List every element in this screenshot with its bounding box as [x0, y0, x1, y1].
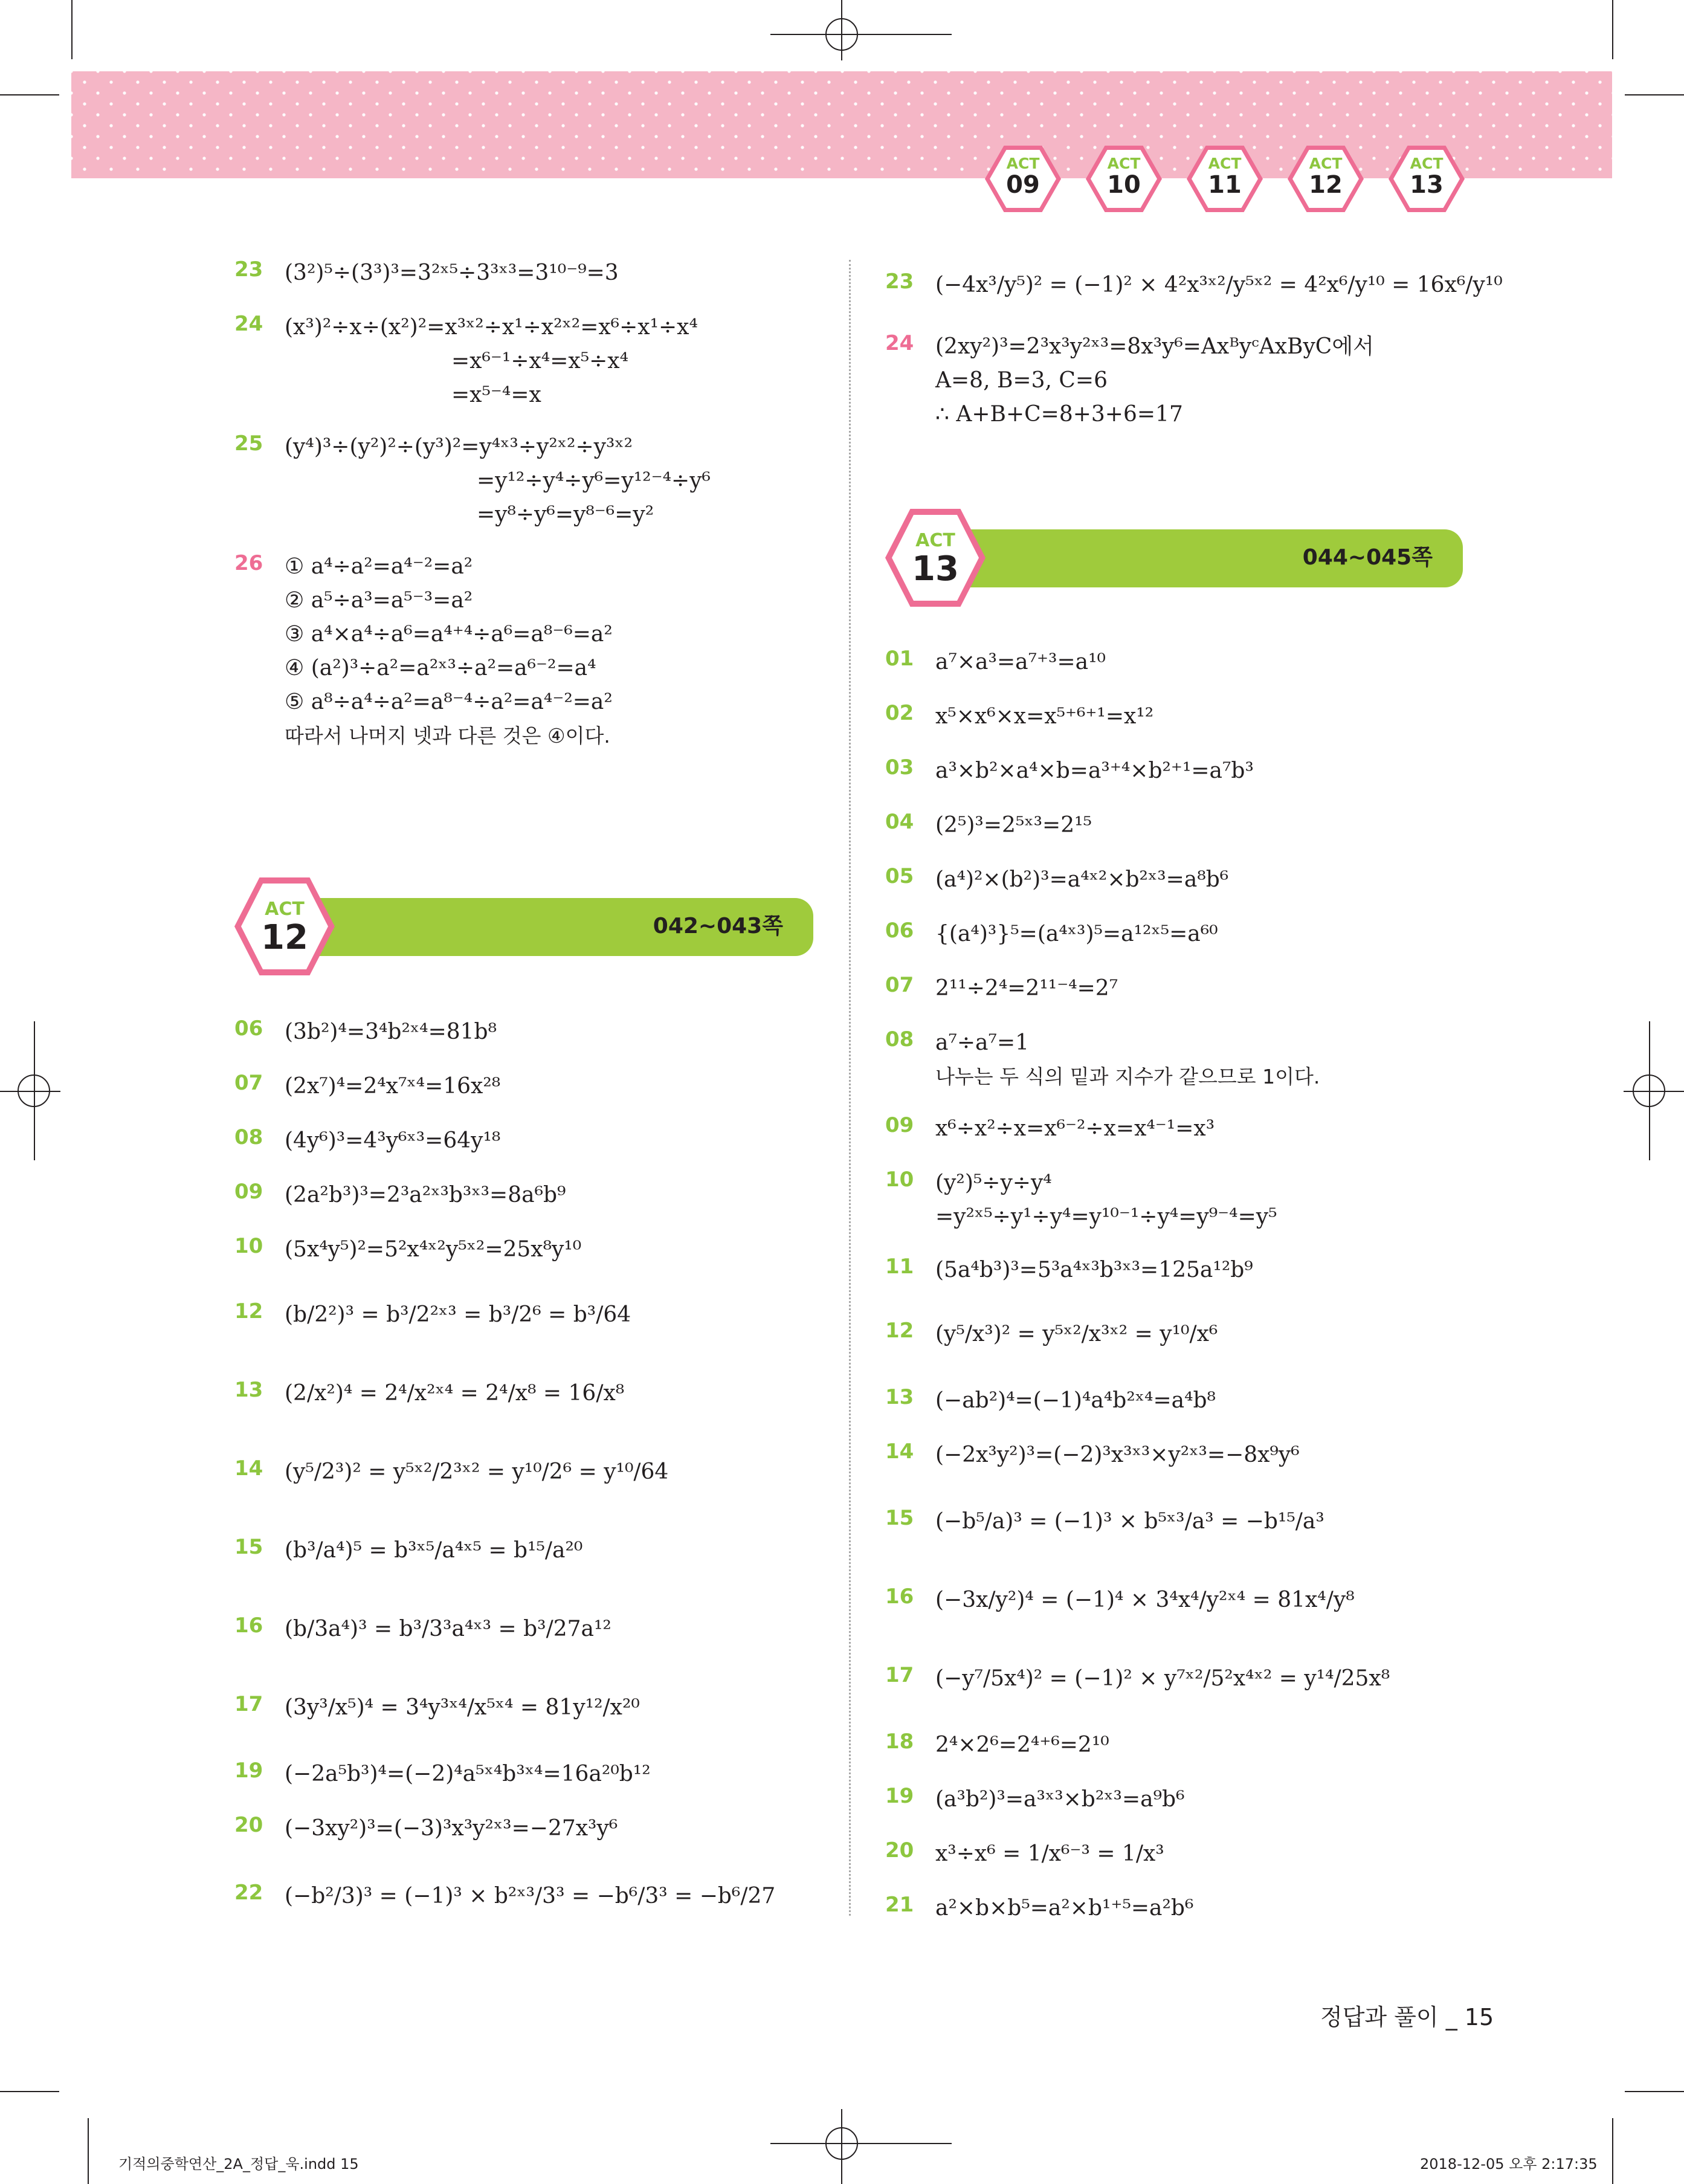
badge-label: ACT [1208, 155, 1242, 172]
solution-line: a³×b²×a⁴×b=a³⁺⁴×b²⁺¹=a⁷b³ [935, 758, 1254, 783]
solution-line: (−2a⁵b³)⁴=(−2)⁴a⁵ˣ⁴b³ˣ⁴=16a²⁰b¹² [285, 1762, 651, 1786]
solution-line: (x³)²÷x÷(x²)²=x³ˣ²÷x¹÷x²ˣ²=x⁶÷x¹÷x⁴ [285, 315, 698, 340]
badge-number: 12 [1309, 171, 1343, 199]
solution-line: (b/3a⁴)³ = b³/3³a⁴ˣ³ = b³/27a¹² [285, 1617, 611, 1641]
solution-line: (−b²/3)³ = (−1)³ × b²ˣ³/3³ = −b⁶/3³ = −b⁶/27 [285, 1884, 776, 1908]
act-badge[interactable] [1288, 146, 1364, 212]
problem-number: 24 [885, 331, 914, 355]
solution-line: (a³b²)³=a³ˣ³×b²ˣ³=a⁹b⁶ [935, 1787, 1185, 1812]
problem-number: 14 [885, 1439, 914, 1464]
badge-label: ACT [1006, 155, 1040, 172]
solution-line: ∴ A+B+C=8+3+6=17 [935, 402, 1183, 427]
problem-number: 14 [234, 1456, 263, 1481]
act12-hexagon [234, 877, 335, 975]
solution-line: (−3x/y²)⁴ = (−1)⁴ × 3⁴x⁴/y²ˣ⁴ = 81x⁴/y⁸ [935, 1588, 1355, 1612]
problem-number: 24 [234, 312, 263, 336]
problem-number: 06 [885, 919, 914, 943]
problem-number: 09 [234, 1180, 263, 1204]
problem-number: 08 [234, 1125, 263, 1149]
problem-number: 15 [885, 1506, 914, 1530]
act12-number: 12 [261, 918, 308, 957]
problem-number: 07 [885, 973, 914, 997]
problem-number: 10 [234, 1234, 263, 1258]
problem-number: 02 [885, 701, 914, 725]
solution-line: (−2x³y²)³=(−2)³x³ˣ³×y²ˣ³=−8x⁹y⁶ [935, 1443, 1300, 1467]
solution-line: (2a²b³)³=2³a²ˣ³b³ˣ³=8a⁶b⁹ [285, 1183, 566, 1207]
solution-line: 따라서 나머지 넷과 다른 것은 ④이다. [285, 724, 610, 748]
solution-line: (y⁴)³÷(y²)²÷(y³)²=y⁴ˣ³÷y²ˣ²÷y³ˣ² [285, 435, 633, 459]
problem-number: 20 [234, 1813, 263, 1837]
solution-line: =y²ˣ⁵÷y¹÷y⁴=y¹⁰⁻¹÷y⁴=y⁹⁻⁴=y⁵ [935, 1204, 1277, 1229]
print-timestamp: 2018-12-05 오후 2:17:35 [1420, 2156, 1598, 2173]
solution-line: (4y⁶)³=4³y⁶ˣ³=64y¹⁸ [285, 1128, 501, 1153]
act13-hexagon [885, 509, 986, 607]
solution-line: 나누는 두 식의 밑과 지수가 같으므로 1이다. [935, 1065, 1320, 1088]
problem-number: 08 [885, 1027, 914, 1052]
solution-line: x⁵×x⁶×x=x⁵⁺⁶⁺¹=x¹² [935, 704, 1154, 729]
badge-label: ACT [1309, 155, 1343, 172]
problem-number: 07 [234, 1071, 263, 1095]
solution-line: (−b⁵/a)³ = (−1)³ × b⁵ˣ³/a³ = −b¹⁵/a³ [935, 1509, 1324, 1534]
solution-line: (5x⁴y⁵)²=5²x⁴ˣ²y⁵ˣ²=25x⁸y¹⁰ [285, 1237, 582, 1262]
solution-line: ④ (a²)³÷a²=a²ˣ³÷a²=a⁶⁻²=a⁴ [285, 656, 596, 680]
solution-line: (b/2²)³ = b³/2²ˣ³ = b³/2⁶ = b³/64 [285, 1302, 631, 1327]
problem-number: 16 [885, 1585, 914, 1609]
solution-line: (3b²)⁴=3⁴b²ˣ⁴=81b⁸ [285, 1019, 497, 1044]
act-badge[interactable] [1389, 146, 1465, 212]
solution-line: (−ab²)⁴=(−1)⁴a⁴b²ˣ⁴=a⁴b⁸ [935, 1388, 1216, 1413]
solution-line: =y¹²÷y⁴÷y⁶=y¹²⁻⁴÷y⁶ [477, 468, 711, 493]
problem-number: 25 [234, 431, 263, 456]
solution-line: (y⁵/2³)² = y⁵ˣ²/2³ˣ² = y¹⁰/2⁶ = y¹⁰/64 [285, 1459, 669, 1484]
solution-line: (2/x²)⁴ = 2⁴/x²ˣ⁴ = 2⁴/x⁸ = 16/x⁸ [285, 1381, 625, 1406]
header-band [71, 71, 1612, 178]
problem-number: 12 [885, 1319, 914, 1343]
problem-number: 26 [234, 551, 263, 575]
solution-line: (2⁵)³=2⁵ˣ³=2¹⁵ [935, 813, 1092, 838]
badge-number: 11 [1208, 171, 1242, 199]
problem-number: 09 [885, 1113, 914, 1137]
act12-pages: 042~043쪽 [653, 914, 783, 939]
problem-number: 10 [885, 1168, 914, 1192]
solution-line: a⁷÷a⁷=1 [935, 1030, 1030, 1055]
badge-label: ACT [1410, 155, 1444, 172]
problem-number: 03 [885, 755, 914, 780]
problem-number: 15 [234, 1535, 263, 1559]
problem-number: 13 [234, 1378, 263, 1402]
badge-label: ACT [1107, 155, 1141, 172]
problem-number: 06 [234, 1016, 263, 1041]
solution-line: 2⁴×2⁶=2⁴⁺⁶=2¹⁰ [935, 1733, 1109, 1757]
solution-line: (5a⁴b³)³=5³a⁴ˣ³b³ˣ³=125a¹²b⁹ [935, 1258, 1253, 1282]
solution-line: x⁶÷x²÷x=x⁶⁻²÷x=x⁴⁻¹=x³ [935, 1116, 1215, 1141]
solution-line: (y⁵/x³)² = y⁵ˣ²/x³ˣ² = y¹⁰/x⁶ [935, 1322, 1218, 1346]
badge-number: 09 [1006, 171, 1040, 199]
solution-line: (−4x³/y⁵)² = (−1)² × 4²x³ˣ²/y⁵ˣ² = 4²x⁶/y¹⁰ = 16x⁶/y¹⁰ [935, 273, 1503, 297]
solution-line: (−3xy²)³=(−3)³x³y²ˣ³=−27x³y⁶ [285, 1816, 618, 1841]
problem-number: 01 [885, 647, 914, 671]
solution-line: (y²)⁵÷y÷y⁴ [935, 1171, 1052, 1195]
badge-number: 10 [1107, 171, 1141, 199]
problem-number: 17 [885, 1663, 914, 1687]
problem-number: 23 [885, 270, 914, 294]
solution-line: ⑤ a⁸÷a⁴÷a²=a⁸⁻⁴÷a²=a⁴⁻²=a² [285, 690, 613, 714]
solution-line: {(a⁴)³}⁵=(a⁴ˣ³)⁵=a¹²ˣ⁵=a⁶⁰ [935, 922, 1218, 946]
problem-number: 23 [234, 257, 263, 282]
badge-number: 13 [1410, 171, 1444, 199]
problem-number: 18 [885, 1730, 914, 1754]
solution-line: x³÷x⁶ = 1/x⁶⁻³ = 1/x³ [935, 1841, 1164, 1866]
solution-line: (2xy²)³=2³x³y²ˣ³=8x³y⁶=AxᴮyᶜAxByC에서 [935, 334, 1374, 359]
solution-line: =y⁸÷y⁶=y⁸⁻⁶=y² [477, 502, 654, 527]
problem-number: 19 [234, 1759, 263, 1783]
solution-line: ① a⁴÷a²=a⁴⁻²=a² [285, 554, 473, 579]
solution-line: A=8, B=3, C=6 [935, 368, 1108, 393]
problem-number: 17 [234, 1692, 263, 1716]
act13-banner [885, 529, 1463, 587]
solution-line: 2¹¹÷2⁴=2¹¹⁻⁴=2⁷ [935, 976, 1118, 1001]
problem-number: 19 [885, 1784, 914, 1808]
problem-number: 12 [234, 1299, 263, 1323]
problem-number: 20 [885, 1838, 914, 1863]
column-divider [849, 260, 851, 1916]
problem-number: 21 [885, 1893, 914, 1917]
solution-line: (2x⁷)⁴=2⁴x⁷ˣ⁴=16x²⁸ [285, 1074, 501, 1099]
file-name: 기적의중학연산_2A_정답_욱.indd 15 [118, 2156, 359, 2173]
act12-label: ACT [265, 899, 305, 920]
problem-number: 05 [885, 864, 914, 888]
solution-line: ③ a⁴×a⁴÷a⁶=a⁴⁺⁴÷a⁶=a⁸⁻⁶=a² [285, 622, 613, 647]
solution-line: =x⁶⁻¹÷x⁴=x⁵÷x⁴ [451, 349, 629, 373]
problem-number: 16 [234, 1614, 263, 1638]
page-footer-label: 정답과 풀이 _ 15 [1320, 2004, 1494, 2031]
act12-banner [234, 898, 813, 956]
act-badge[interactable] [1086, 146, 1162, 212]
solution-line: (b³/a⁴)⁵ = b³ˣ⁵/a⁴ˣ⁵ = b¹⁵/a²⁰ [285, 1538, 583, 1563]
solution-line: (−y⁷/5x⁴)² = (−1)² × y⁷ˣ²/5²x⁴ˣ² = y¹⁴/25x⁸ [935, 1666, 1390, 1691]
solution-line: =x⁵⁻⁴=x [451, 383, 541, 407]
act-badge[interactable] [1187, 146, 1263, 212]
act13-label: ACT [915, 530, 955, 551]
solution-line: a²×b×b⁵=a²×b¹⁺⁵=a²b⁶ [935, 1896, 1194, 1921]
solution-line: (a⁴)²×(b²)³=a⁴ˣ²×b²ˣ³=a⁸b⁶ [935, 867, 1229, 892]
problem-number: 22 [234, 1881, 263, 1905]
solution-line: (3²)⁵÷(3³)³=3²ˣ⁵÷3³ˣ³=3¹⁰⁻⁹=3 [285, 260, 619, 285]
problem-number: 04 [885, 810, 914, 834]
problem-number: 13 [885, 1385, 914, 1409]
problem-number: 11 [885, 1255, 914, 1279]
act13-number: 13 [912, 549, 959, 589]
solution-line: ② a⁵÷a³=a⁵⁻³=a² [285, 588, 473, 613]
solution-line: a⁷×a³=a⁷⁺³=a¹⁰ [935, 650, 1106, 674]
act-badge[interactable] [985, 146, 1061, 212]
act13-pages: 044~045쪽 [1302, 545, 1433, 570]
solution-line: (3y³/x⁵)⁴ = 3⁴y³ˣ⁴/x⁵ˣ⁴ = 81y¹²/x²⁰ [285, 1695, 640, 1720]
